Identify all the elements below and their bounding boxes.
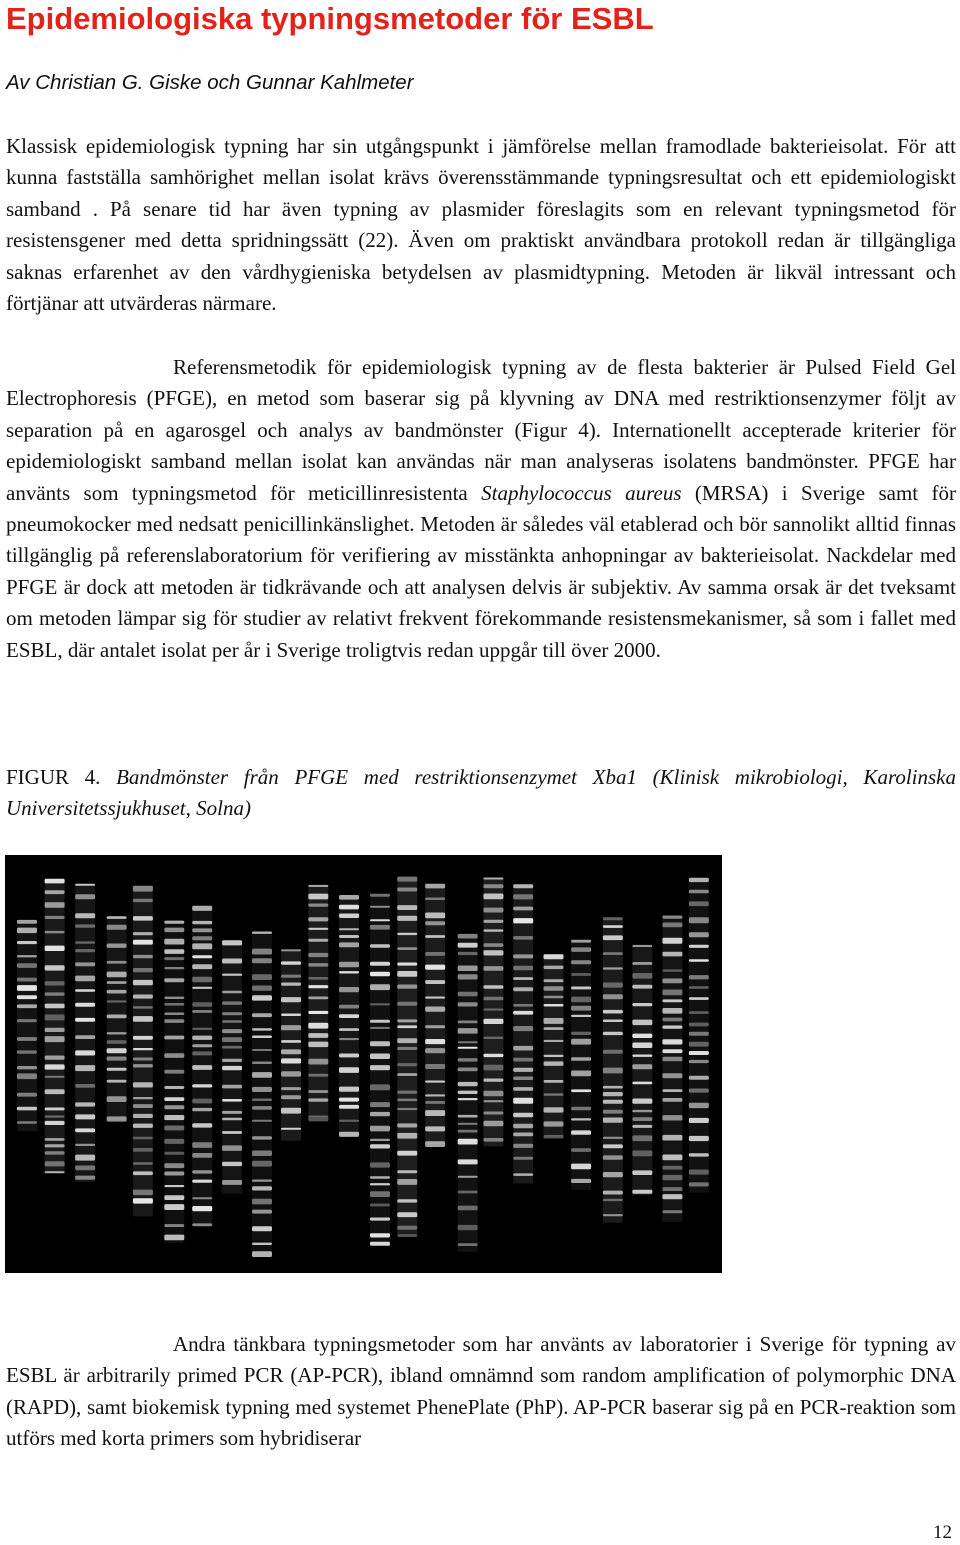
gel-lane [45,879,65,1174]
paragraph-pfge [6,352,956,666]
species-name: Staphylococcus aureus [481,480,682,505]
page-number: 12 [933,1522,952,1543]
pfge-gel-image [5,855,722,1273]
gel-lane [397,877,417,1237]
gel-lane [571,940,591,1190]
gel-lane [133,886,153,1217]
author-line: Av Christian G. Giske och Gunnar Kahlmeter [6,71,414,94]
gel-lane [308,885,328,1122]
gel-lane [252,931,272,1257]
gel-lane [603,917,623,1223]
paragraph-other-methods: Andra tänkbara typningsmetoder som har använts av laboratorier i Sverige för typning av ESBL är arbitrarily primed PCR (AP-PCR), ibland omnämnd som random amplification of polymorphic DNA (RAPD), samt biokemisk typning med systemet PhenePlate (PhP). AP-PCR baserar sig på en PCR-reaktion som utförs med korta primers som hybridiserar [6,1332,956,1451]
gel-lane [370,894,390,1246]
gel-lane [164,921,184,1243]
gel-lane [689,878,709,1193]
gel-lane [458,934,478,1252]
gel-lane [75,884,95,1182]
paragraph-pfge-text-1: Referensmetodik för epidemiologisk typning av de flesta bakterier är Pulsed Field Gel Electrophoresis (PFGE), en metod som baserar sig på klyvning av DNA med restriktionsenzymer följt av separation på en agarosgel och analys av bandmönster (Figur 4). Internationellt accepterade kriterier för epidemiologiskt samband mellan isolat kan användas när man analyseras isolatens bandmönster. PFGE har använts som typningsmetod för meticillinresistenta [6,355,956,505]
figure-caption-text: Bandmönster från PFGE med restriktionsenzymet Xba1 (Klinisk mikrobiologi, Karolinska Universitetssjukhuset, Solna) [6,765,956,821]
gel-lane [513,884,533,1183]
gel-lane [339,895,359,1137]
paragraph-pfge-text-2: (MRSA) i Sverige samt för pneumokocker med nedsatt penicillinkänslighet. Metoden är således väl etablerad och bör sannolikt alltid finnas tillgänglig på referenslaboratorium för verifiering av misstänkta anhopningar av bakterieisolat. Nackdelar med PFGE är dock att metoden är tidkrävande och att analysen delvis är subjektiv. Av samma orsak är det tveksamt om metoden lämpar sig för studier av relativt frekvent förekommande resistensmekanismer, så som i fallet med ESBL, där antalet isolat per år i Sverige troligtvis redan uppgår till över 2000. [6,480,956,662]
gel-lane [192,906,212,1227]
gel-lane [425,884,445,1147]
gel-lane [107,916,127,1121]
paragraph-plasmid-typing: Klassisk epidemiologisk typning har sin utgångspunkt i jämförelse mellan framodlade bakterieisolat. För att kunna fastställa samhörighet mellan isolat krävs överensstämmande typningsresultat och ett epidemiologiskt samband . På senare tid har även typning av plasmider föreslagits som en relevant typningsmetod för resistensgener med detta spridningssätt (22). Även om praktiskt användbara protokoll redan är tillgängliga saknas erfarenhet av den vårdhygieniska betydelsen av plasmidtypning. Metoden är likväl intressant och förtjänar att utvärderas närmare. [6,134,956,316]
figure-caption-label: FIGUR 4. [6,765,101,789]
gel-lane [543,954,563,1138]
gel-lane [632,945,652,1195]
page-title: Epidemiologiska typningsmetoder för ESBL [6,1,654,36]
gel-lane [222,940,242,1193]
gel-lane [662,915,682,1221]
gel-lane [483,878,503,1147]
figure-caption [6,762,956,825]
gel-lane [17,920,37,1131]
gel-lane [281,949,301,1141]
